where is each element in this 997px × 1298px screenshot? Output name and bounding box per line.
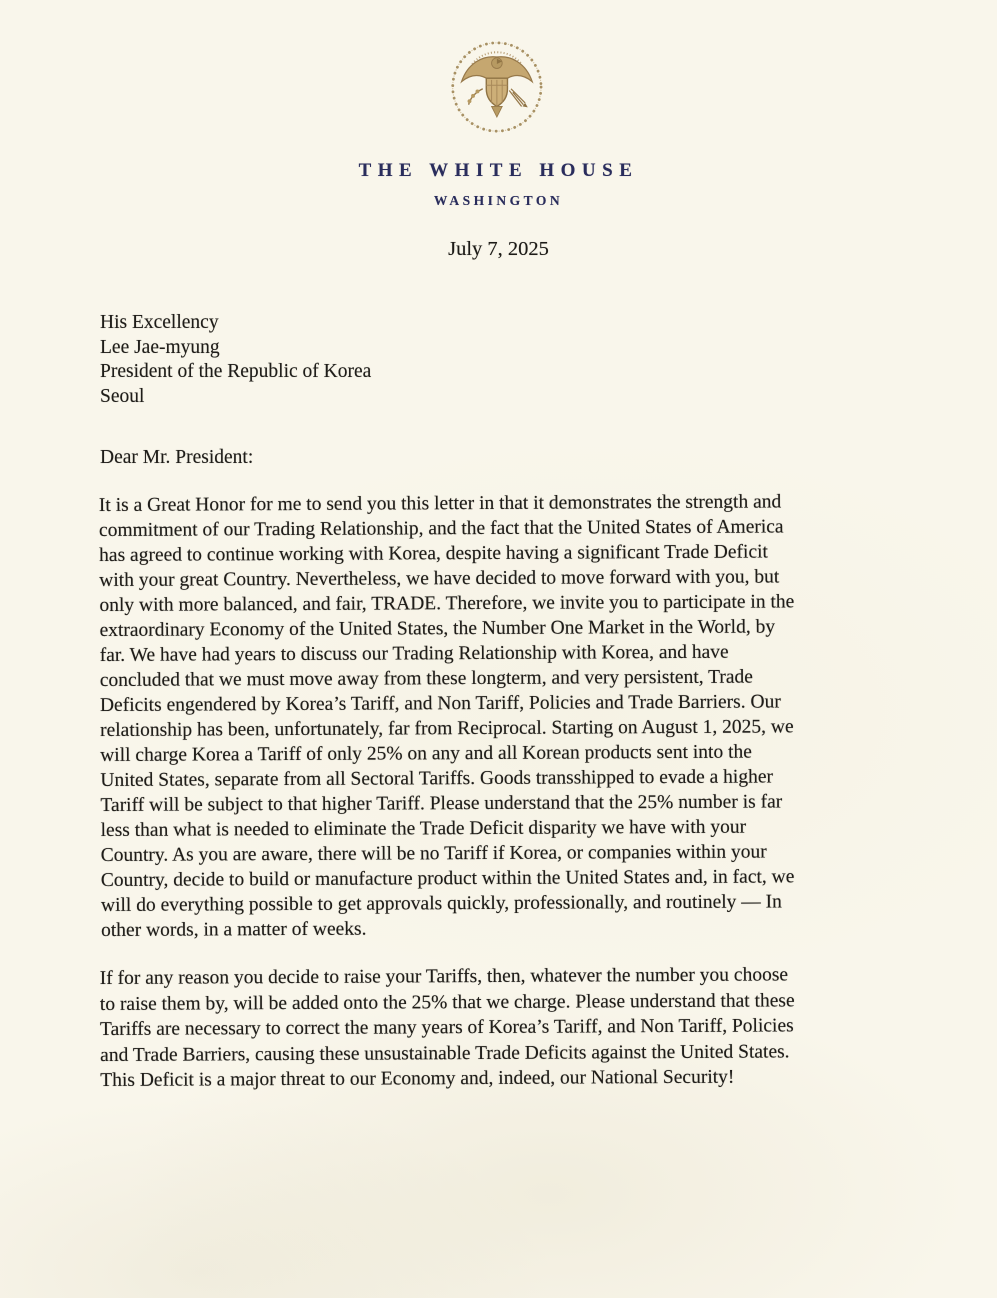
letterhead-location: WASHINGTON — [433, 193, 564, 208]
letterhead-org: THE WHITE HOUSE — [358, 160, 639, 181]
recipient-city: Seoul — [100, 385, 145, 407]
salutation: Dear Mr. President: — [100, 447, 254, 468]
recipient-honorific: His Excellency — [100, 312, 219, 333]
recipient-title: President of the Republic of Korea — [100, 361, 372, 382]
body-paragraph-2: If for any reason you decide to raise your Tariffs, then, whatever the number you choose to raise them by, will be added onto the 25% that we charge. Please understand that these Tariffs are necessary to correct the many years of Korea’s Tariff, and Non Tariff, Policies and Trade Barriers, causing these unsustainable Trade Deficits against the United States. This Deficit is a major threat to our Economy and, indeed, our National Security! — [99, 964, 795, 1091]
letter-date: July 7, 2025 — [448, 238, 549, 260]
recipient-block — [100, 311, 371, 409]
body-paragraph-1: It is a Great Honor for me to send you this letter in that it demonstrates the strength and commitment of our Trading Relationship, and the fact that the United States of America has agreed to continue working with Korea, despite having a significant Trade Deficit with your great Country. Nevertheless, we have decided to move forward with you, but only with more balanced, and fair, TRADE. Therefore, we invite you to participate in the extraordinary Economy of the United States, the Number One Market in the World, by far. We have had years to discuss our Trading Relationship with Korea, and have concluded that we must move away from these longterm, and very persistent, Trade Deficits engendered by Korea’s Tariff, and Non Tariff, Policies and Trade Barriers. Our relationship has been, unfortunately, far from Reciprocal. Starting on August 1, 2025, we will charge Korea a Tariff of only 25% on any and all Korean products sent into the United States, separate from all Sectoral Tariffs. Goods transshipped to evade a higher Tariff will be subject to that higher Tariff. Please understand that the 25% number is far less than what is needed to eliminate the Trade Deficit disparity we have with your Country. As you are aware, there will be no Tariff if Korea, or companies within your Country, decide to build or manufacture product within the United States and, in fact, we will do everything possible to get approvals quickly, professionally, and routinely — In other words, in a matter of weeks. — [98, 491, 795, 941]
presidential-seal-icon — [443, 34, 549, 140]
recipient-name: Lee Jae-myung — [100, 336, 220, 358]
